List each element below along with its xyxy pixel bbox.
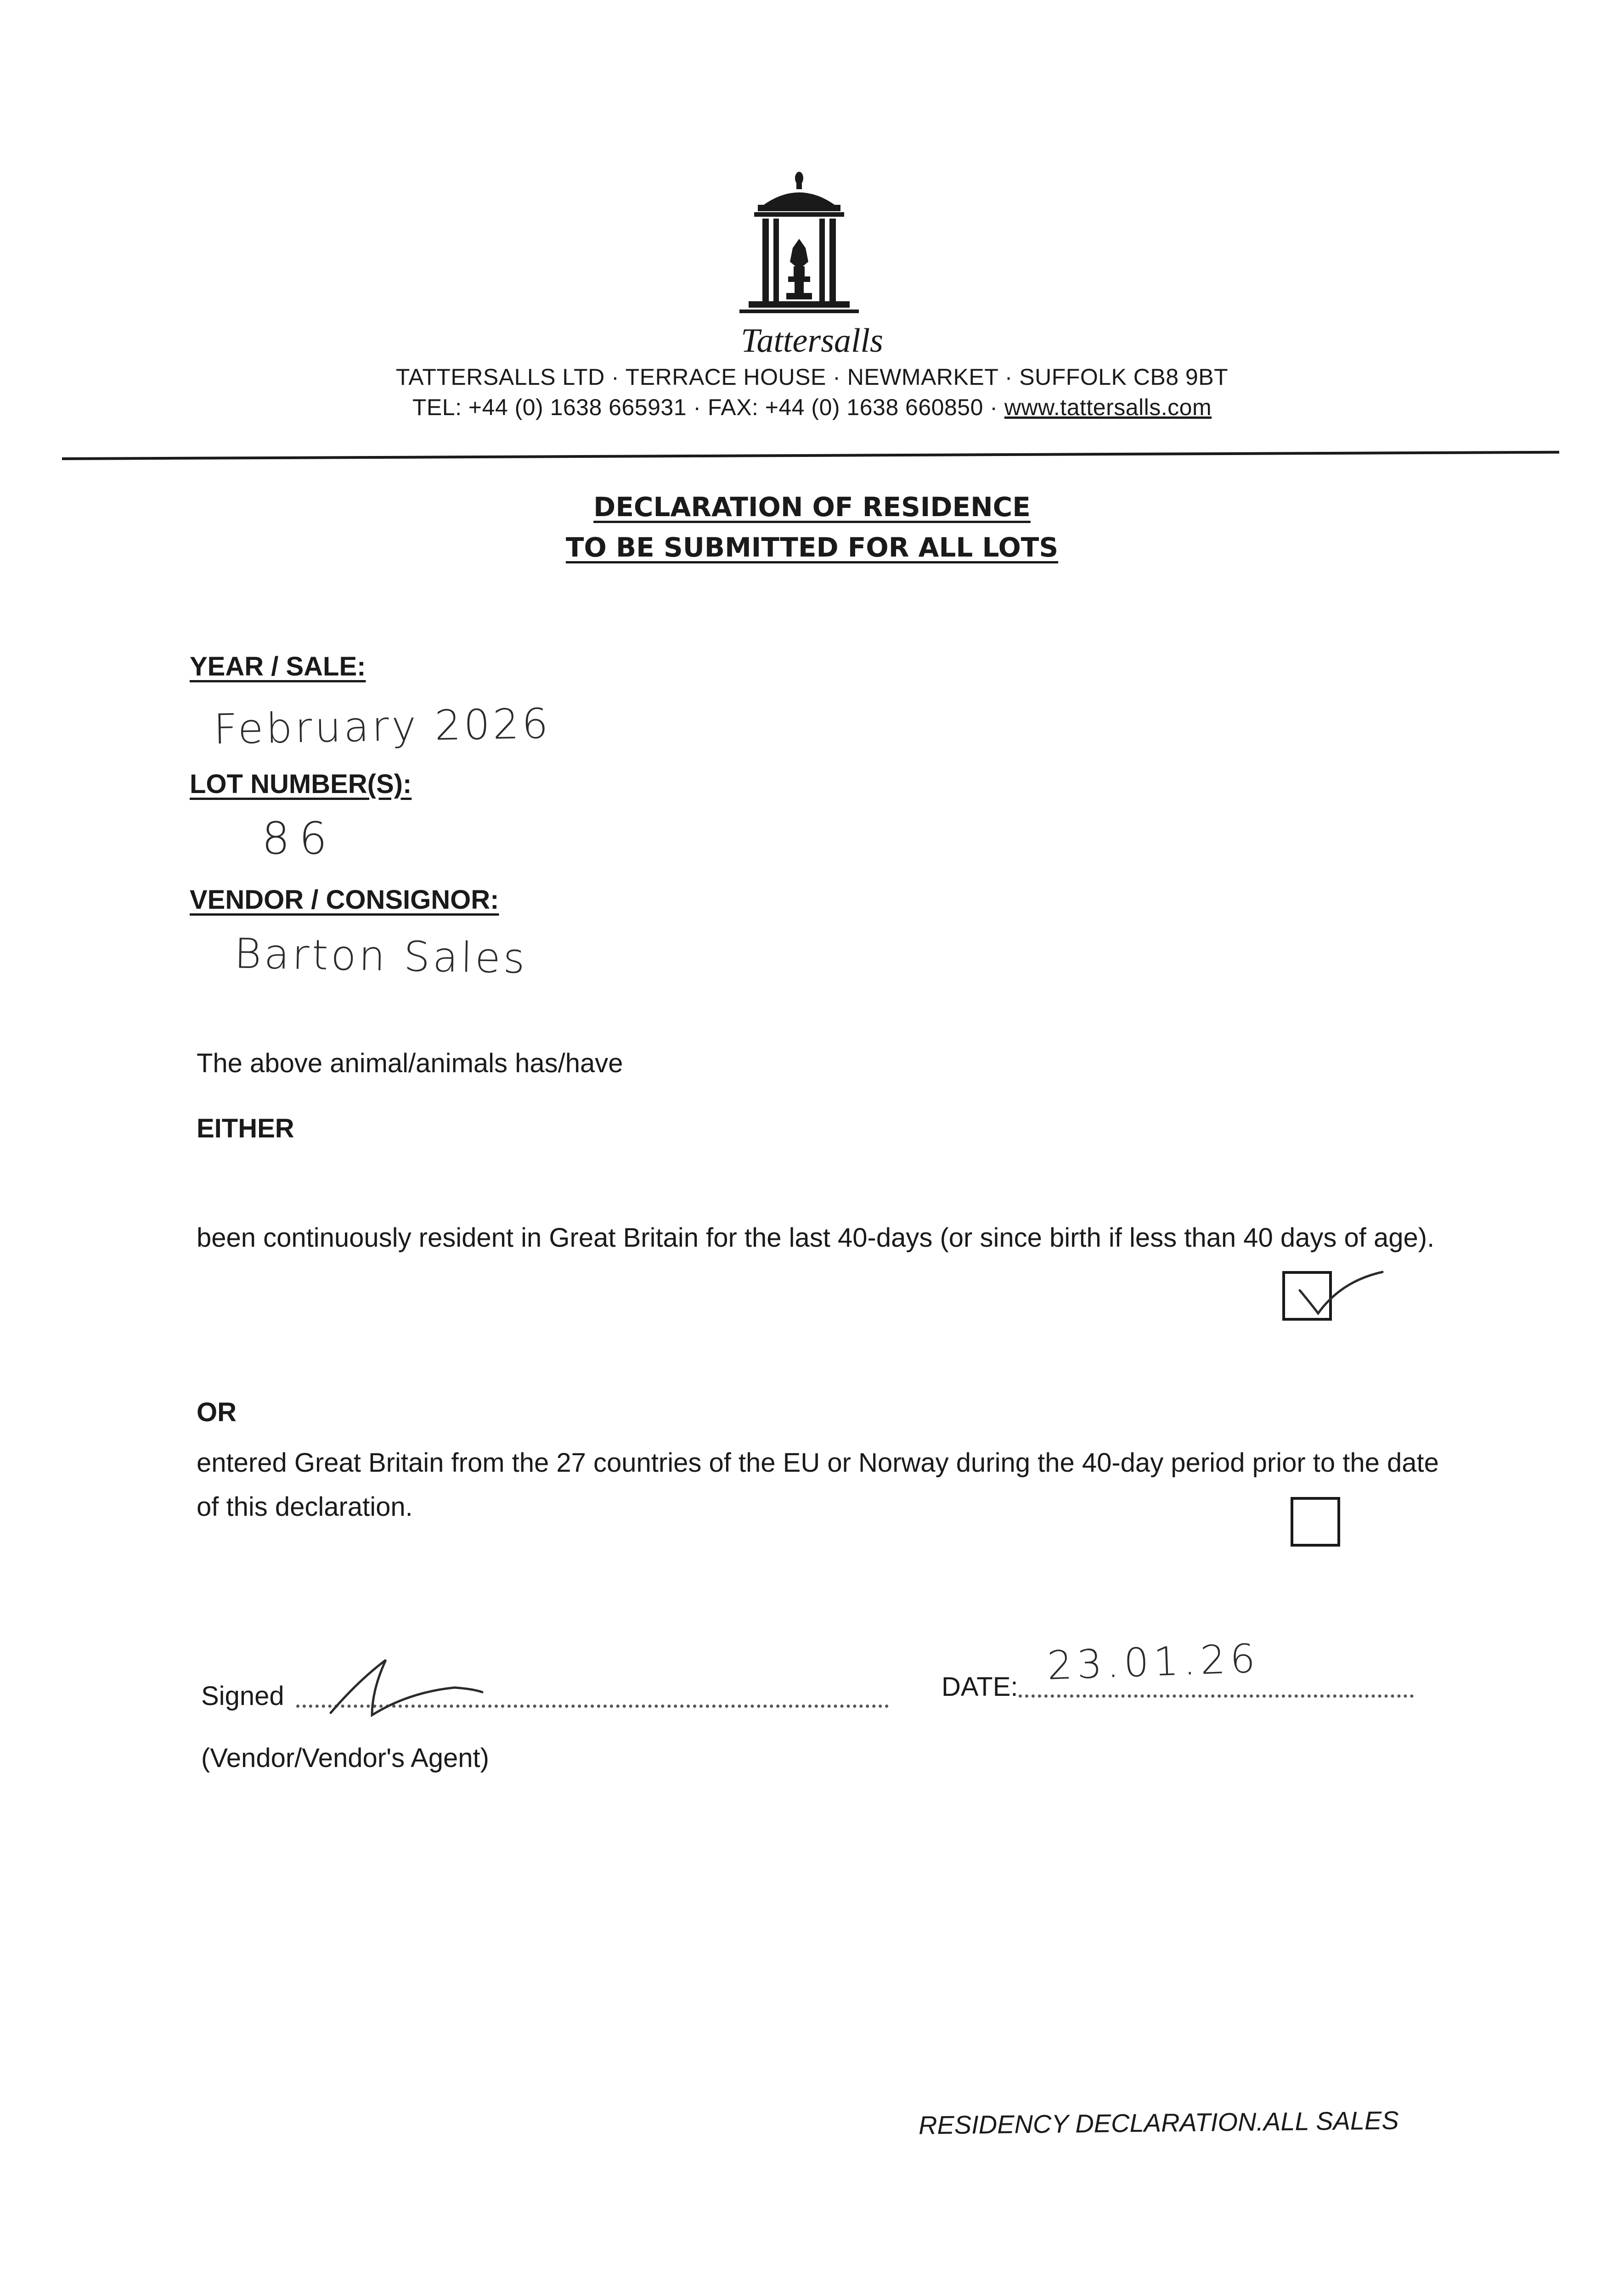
website-link[interactable]: www.tattersalls.com (1004, 394, 1212, 420)
brand-name: Tattersalls (741, 322, 883, 360)
lot-numbers-value[interactable]: 86 (262, 813, 337, 864)
lot-numbers-label: LOT NUMBER(S): (190, 769, 412, 799)
phone-fax: TEL: +44 (0) 1638 665931 · FAX: +44 (0) 1638 660850 · (412, 394, 1004, 420)
signatory-role: (Vendor/Vendor's Agent) (201, 1743, 489, 1773)
intro-text: The above animal/animals has/have (197, 1048, 623, 1078)
either-heading: EITHER (197, 1114, 294, 1143)
contact-line (0, 394, 1624, 421)
signed-label: Signed (201, 1681, 284, 1711)
option-eu-text: entered Great Britain from the 27 countries of the EU or Norway during the 40-day period prior to the date of this declaration. (197, 1448, 1439, 1522)
date-value[interactable]: 23.01.26 (1046, 1635, 1261, 1689)
year-sale-value[interactable]: February 2026 (213, 699, 552, 754)
handwritten-signature (317, 1653, 537, 1722)
form-title: DECLARATION OF RESIDENCE (593, 491, 1031, 523)
or-heading: OR (197, 1397, 237, 1427)
tattersalls-logo (730, 170, 868, 326)
form-subtitle: TO BE SUBMITTED FOR ALL LOTS (565, 532, 1059, 563)
year-sale-label: YEAR / SALE: (190, 652, 366, 681)
vendor-value[interactable]: Barton Sales (234, 929, 528, 983)
checkmark-icon (1286, 1258, 1387, 1332)
option-resident-text: been continuously resident in Great Britain for the last 40-days (or since birth if less than 40 days of age). (197, 1223, 1435, 1253)
option-eu-checkbox[interactable] (1291, 1497, 1340, 1547)
company-address: TATTERSALLS LTD · TERRACE HOUSE · NEWMARKET · SUFFOLK CB8 9BT (395, 364, 1229, 390)
header-divider (62, 451, 1559, 460)
vendor-label: VENDOR / CONSIGNOR: (190, 885, 499, 915)
form-footer: RESIDENCY DECLARATION.ALL SALES (918, 2105, 1399, 2140)
date-line (1019, 1694, 1414, 1698)
date-label: DATE: (942, 1672, 1018, 1702)
